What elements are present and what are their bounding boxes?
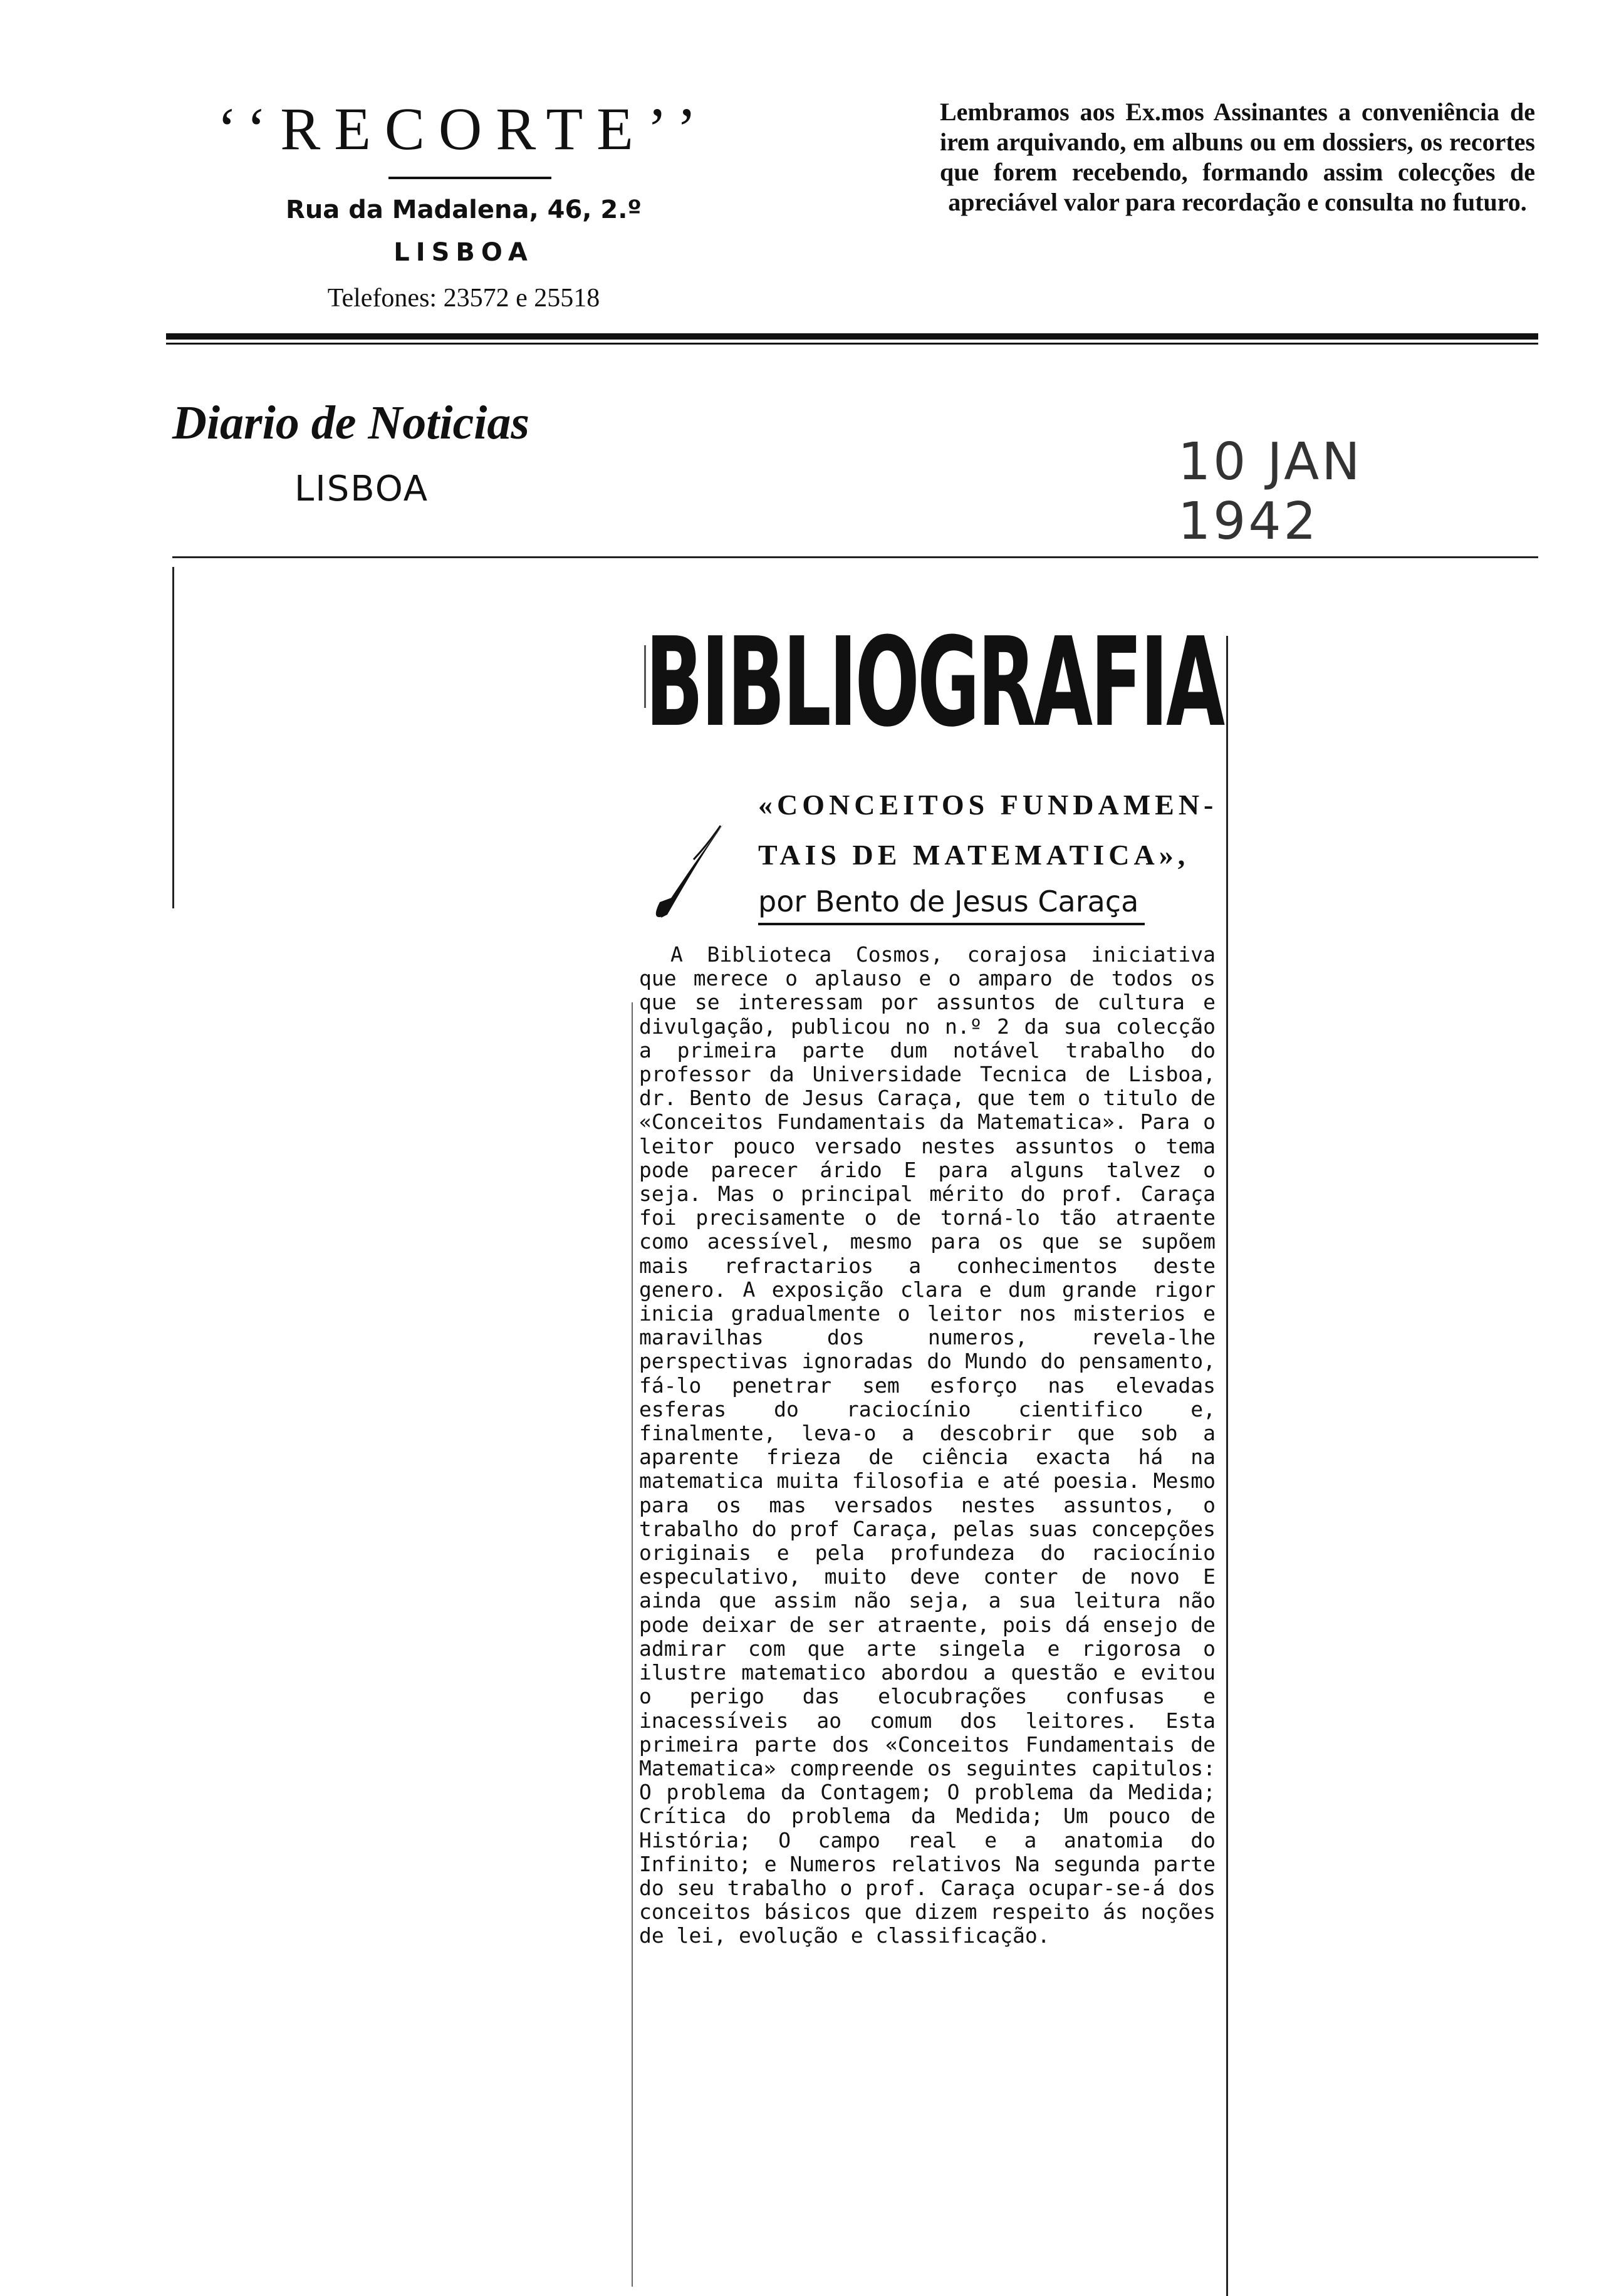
agency-name: ‘‘RECORTE’’ <box>217 95 711 162</box>
body-left-rule <box>632 1002 633 2287</box>
agency-divider <box>388 177 551 179</box>
agency-city: LISBOA <box>393 238 534 267</box>
quill-pen-icon <box>648 821 736 921</box>
header-separator <box>166 333 1538 340</box>
article-title-block <box>758 780 1234 925</box>
newspaper-name: Diario de Noticias <box>172 397 529 449</box>
article-heading: BIBLIOGRAFIA <box>645 611 1223 754</box>
masthead-rule <box>172 556 1538 558</box>
subscriber-notice: Lembramos aos Ex.mos Assinantes a conveniência de irem arquivando, em albuns ou em dossiers, os recortes que forem recebendo, formando assim colecções de apreciável valor para recordação e consulta no futuro. <box>940 98 1535 216</box>
agency-address: Rua da Madalena, 46, 2.º <box>286 195 642 224</box>
agency-phones: Telefones: 23572 e 25518 <box>327 284 600 313</box>
article-title-line-1: «CONCEITOS FUNDAMEN- <box>758 789 1218 821</box>
date-stamp: 10 JAN 1942 <box>1178 432 1363 551</box>
article-body: A Biblioteca Cosmos, corajosa iniciativa que merece o aplauso e o amparo de todos os que se interessam por assuntos de cultura e divulgação, publicou no n.º 2 da sua colecção a primeira parte dum notável trabalho do professor da Universidade Tecnica de Lisboa, dr. Bento de Jesus Caraça, que tem o titulo de «Conceitos Fundamentais da Matematica». Para o leitor pouco versado nestes assuntos o tema pode parecer árido E para alguns talvez o seja. Mas o principal mérito do prof. Caraça foi precisamente o de torná-lo tão atraente como acessível, mesmo para os que se supõem mais refractarios a conhecimentos deste genero. A exposição clara e dum grande rigor inicia gradualmente o leitor nos misterios e maravilhas dos numeros, revela-lhe perspectivas ignoradas do Mundo do pensamento, fá-lo penetrar sem esforço nas elevadas esferas do raciocínio cientifico e, finalmente, leva-o a descobrir que sob a aparente frieza de ciência exacta há na matematica muita filosofia e até poesia. Mesmo para os mas versados nestes assuntos, o trabalho do prof Caraça, pelas suas concepções originais e pela profundeza do raciocínio especulativo, muito deve conter de novo E ainda que assim não seja, a sua leitura não pode deixar de ser atraente, pois dá ensejo de admirar com que arte singela e rigorosa o ilustre matematico abordou a questão e evitou o perigo das elocubrações confusas e inacessíveis ao comum dos leitores. Esta primeira parte dos «Conceitos Fundamentais de Matematica» compreende os seguintes capitulos: O problema da Contagem; O problema da Medida; Crítica do problema da Medida; Um pouco de História; O campo real e a anatomia do Infinito; e Numeros relativos Na segunda parte do seu trabalho o prof. Caraça ocupar-se-á dos conceitos básicos que dizem respeito ás noções de lei, evolução e classificação. <box>639 942 1216 1948</box>
clip-left-border <box>172 567 174 908</box>
article-title-line-2: TAIS DE MATEMATICA», <box>758 839 1190 871</box>
newspaper-city: LISBOA <box>294 469 429 509</box>
article-author: por Bento de Jesus Caraça <box>758 880 1145 925</box>
header-separator-thin <box>166 343 1538 345</box>
